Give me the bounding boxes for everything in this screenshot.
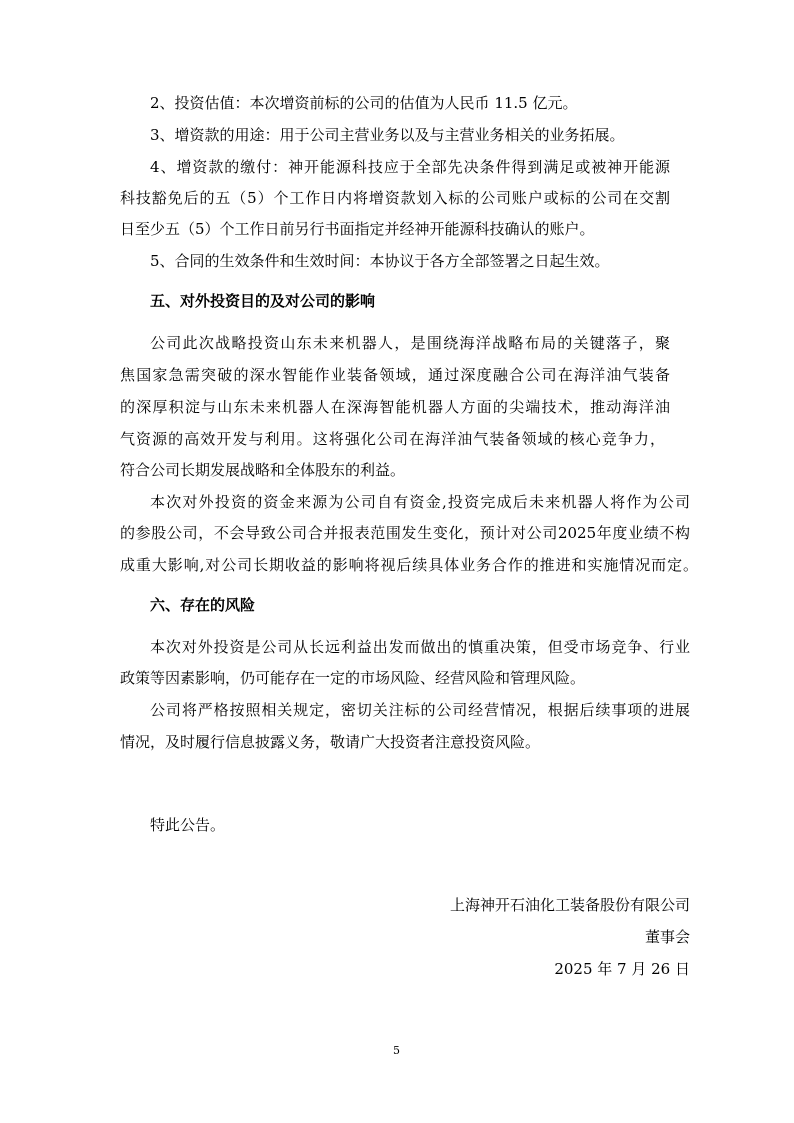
section-5-para-1-line-1: 公司此次战略投资山东未来机器人，是围绕海洋战略布局的关键落子，聚 (150, 334, 670, 352)
section-5-heading: 五、对外投资目的及对公司的影响 (150, 292, 376, 310)
item-4-line-1: 4、增资款的缴付：神开能源科技应于全部先决条件得到满足或被神开能源 (150, 158, 670, 176)
section-5-para-2-line-3: 成重大影响,对公司长期收益的影响将视后续具体业务合作的推进和实施情况而定。 (120, 556, 698, 574)
signature-date: 2025 年 7 月 26 日 (554, 960, 690, 978)
section-6-para-1-line-1: 本次对外投资是公司从长远利益出发而做出的慎重决策，但受市场竞争、行业 (150, 638, 690, 656)
item-2: 2、投资估值：本次增资前标的公司的估值为人民币 11.5 亿元。 (150, 94, 578, 112)
section-5-para-1-line-3: 的深厚积淀与山东未来机器人在深海智能机器人方面的尖端技术，推动海洋油 (120, 398, 670, 416)
item-4-line-2: 科技豁免后的五（5）个工作日内将增资款划入标的公司账户或标的公司在交割 (120, 189, 670, 207)
section-5-para-1-line-5: 符合公司长期发展战略和全体股东的利益。 (120, 461, 406, 479)
section-6-heading: 六、存在的风险 (150, 596, 256, 614)
section-6-para-2-line-1: 公司将严格按照相关规定，密切关注标的公司经营情况，根据后续事项的进展 (150, 701, 690, 719)
section-5-para-1-line-4: 气资源的高效开发与利用。这将强化公司在海洋油气装备领域的核心竞争力， (120, 430, 665, 448)
closing-text: 特此公告。 (150, 816, 226, 834)
section-5-para-1-line-2: 焦国家急需突破的深水智能作业装备领域，通过深度融合公司在海洋油气装备 (120, 366, 670, 384)
section-6-para-1-line-2: 政策等因素影响，仍可能存在一定的市场风险、经营风险和管理风险。 (120, 669, 586, 687)
item-3: 3、增资款的用途：用于公司主营业务以及与主营业务相关的业务拓展。 (150, 126, 625, 144)
item-5: 5、合同的生效条件和生效时间：本协议于各方全部签署之日起生效。 (150, 252, 610, 270)
section-6-para-2-line-2: 情况，及时履行信息披露义务，敬请广大投资者注意投资风险。 (120, 733, 541, 751)
signature-company: 上海神开石油化工装备股份有限公司 (449, 896, 690, 914)
signature-board: 董事会 (644, 928, 690, 946)
page-number: 5 (393, 1044, 400, 1057)
section-5-para-2-line-2: 的参股公司，不会导致公司合并报表范围发生变化，预计对公司2025年度业绩不构 (120, 524, 690, 542)
item-4-line-3: 日至少五（5）个工作日前另行书面指定并经神开能源科技确认的账户。 (120, 220, 595, 238)
section-5-para-2-line-1: 本次对外投资的资金来源为公司自有资金,投资完成后未来机器人将作为公司 (150, 493, 690, 511)
